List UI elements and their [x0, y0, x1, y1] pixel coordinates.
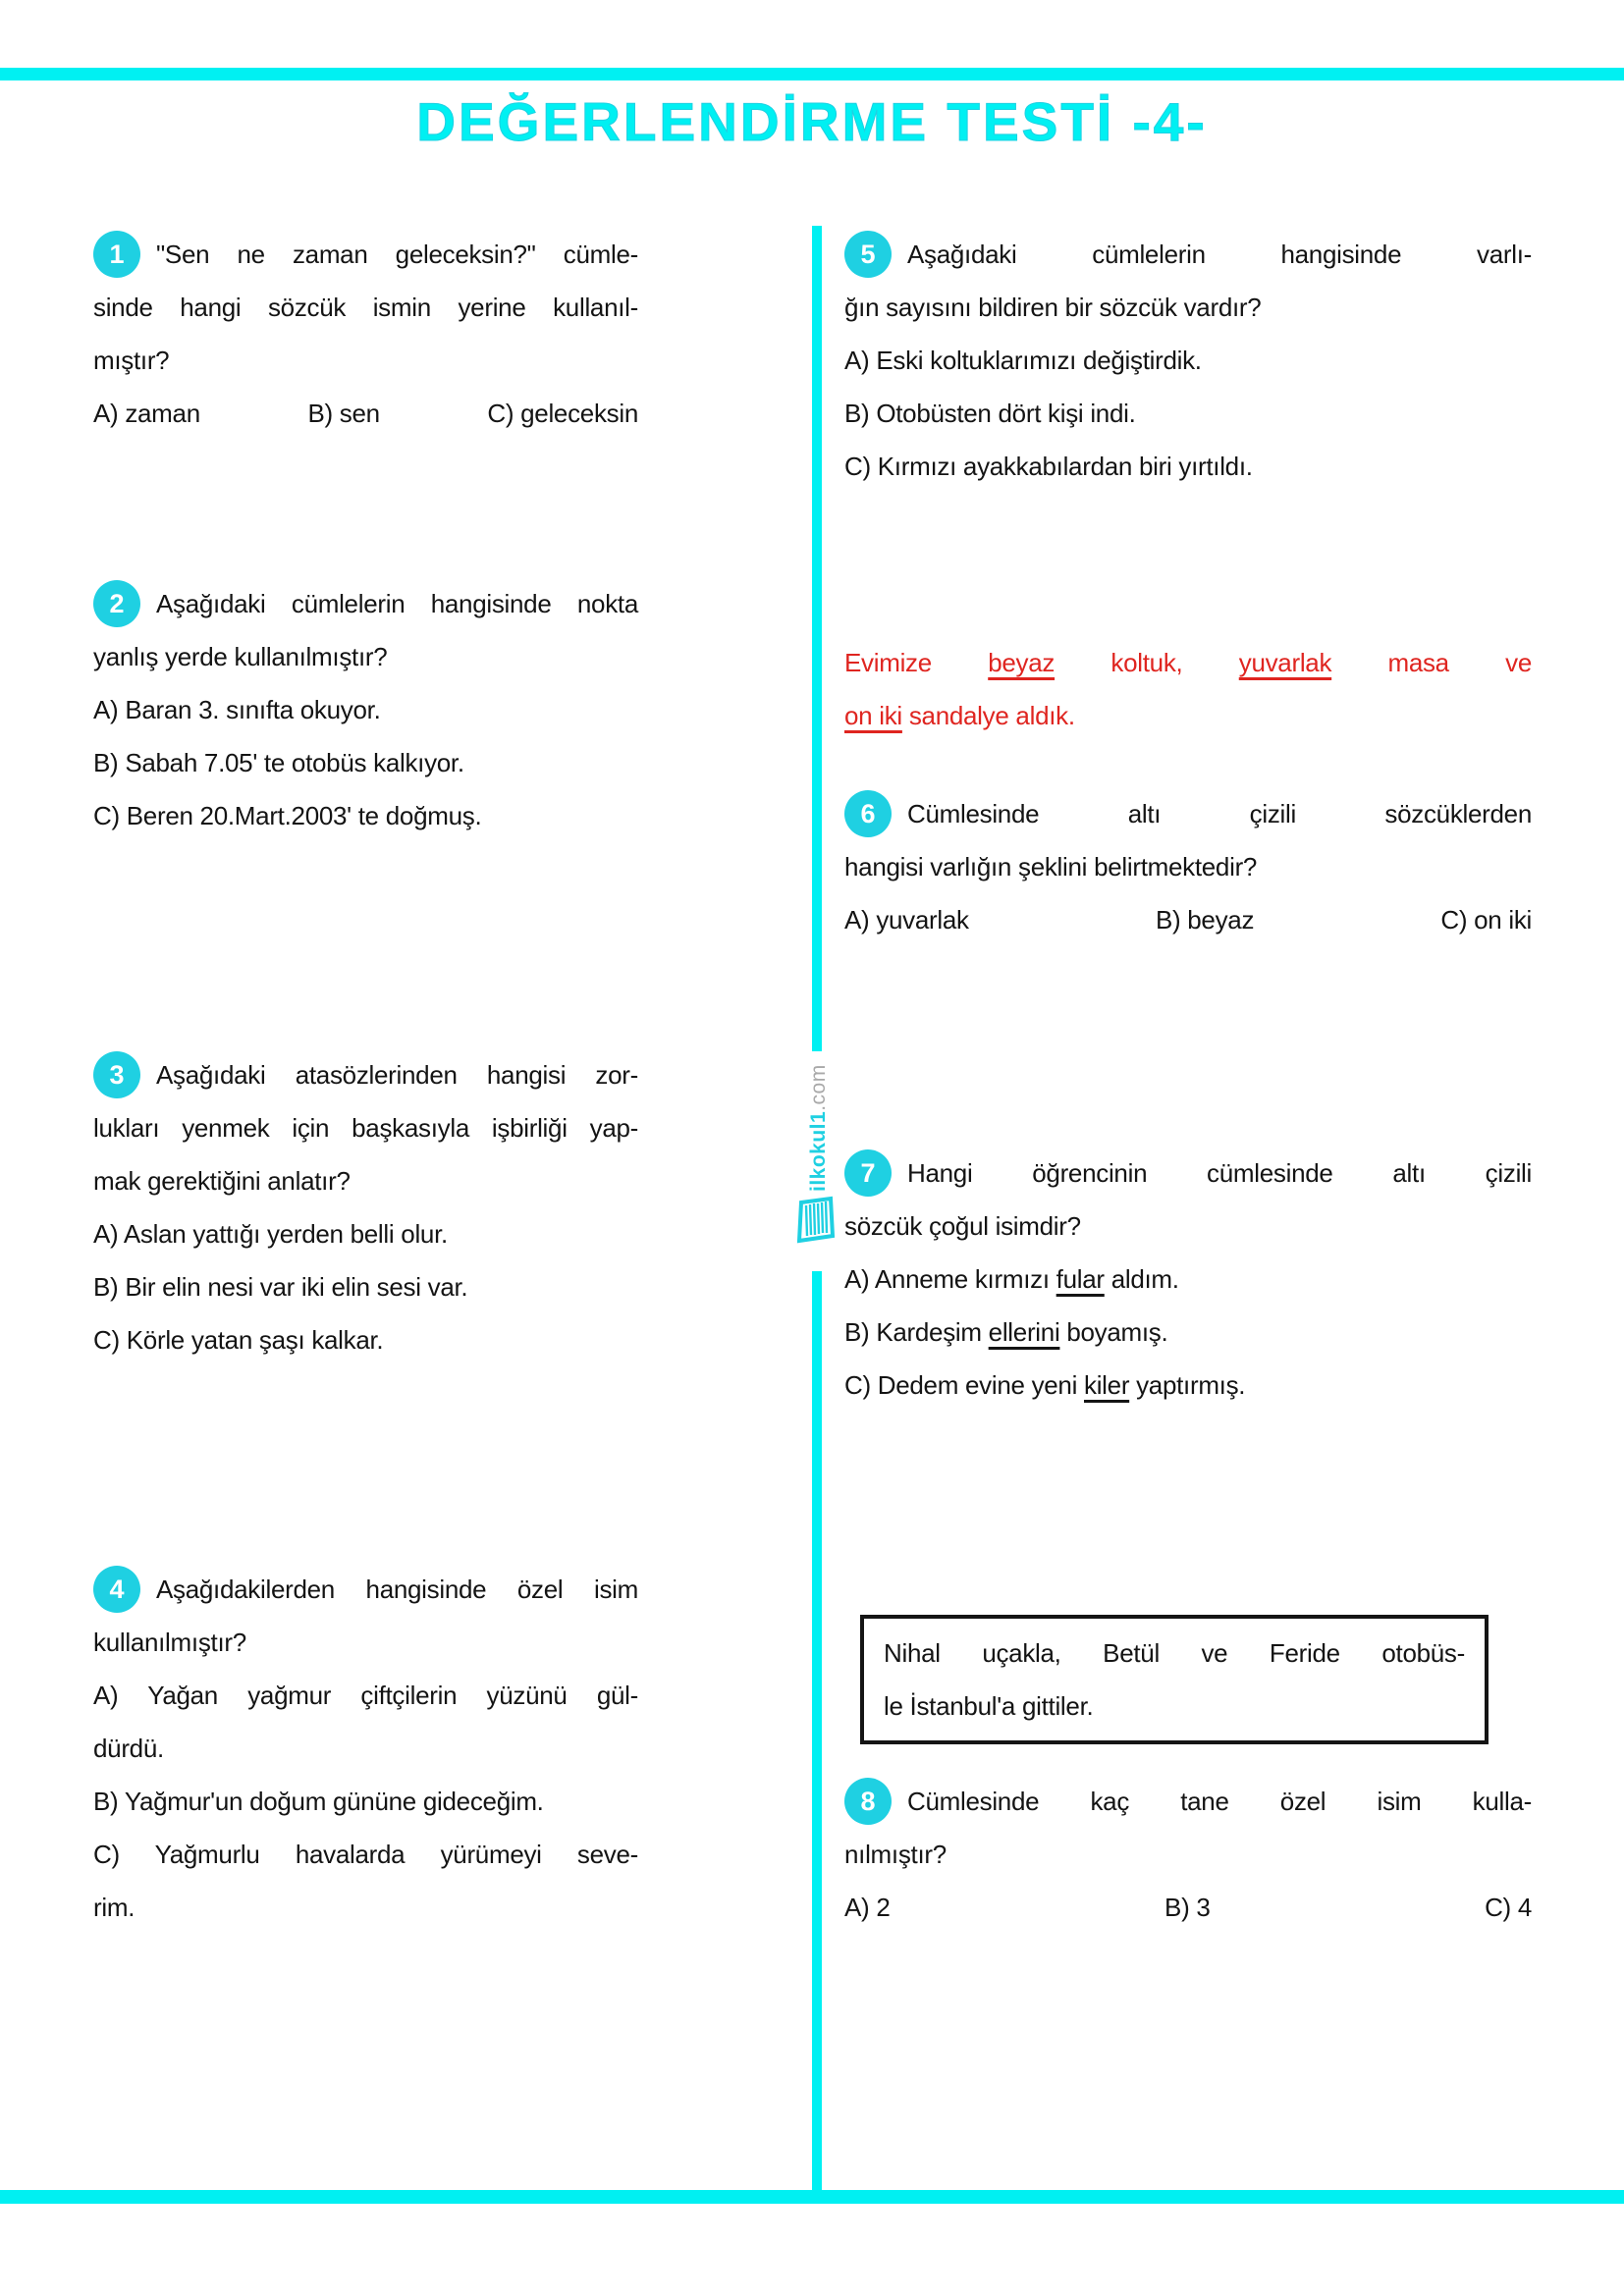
text-run: rim. [93, 1893, 135, 1922]
question-1 [93, 228, 638, 440]
question-4 [93, 1563, 638, 1934]
bottom-border-bar [0, 2190, 1624, 2204]
text-run: boyamış. [1059, 1317, 1168, 1347]
text-run: ğın sayısını bildiren bir sözcük vardır? [844, 293, 1262, 322]
text-run: dürdü. [93, 1734, 164, 1763]
question-first-line [93, 228, 638, 281]
text-line [93, 683, 638, 736]
text-run: Aşağıdakilerden hangisinde özel isim [156, 1575, 638, 1604]
text-line [844, 1306, 1532, 1359]
text-run: masa ve [1331, 648, 1532, 677]
text-line [844, 689, 1532, 742]
text-run: C) Beren 20.Mart.2003' te doğmuş. [93, 801, 482, 830]
text-run: "Sen ne zaman geleceksin?" cümle- [156, 240, 638, 269]
underlined-word: on iki [844, 701, 902, 730]
question-first-line [844, 1775, 1532, 1828]
question-number-badge: 7 [844, 1149, 892, 1197]
text-line [844, 1253, 1532, 1306]
text-line [93, 334, 638, 387]
striped-notebook-icon [793, 1196, 837, 1245]
page-title: DEĞERLENDİRME TESTİ -4- [416, 91, 1208, 152]
question-2 [93, 577, 638, 842]
question-number-badge: 4 [93, 1566, 140, 1613]
question-first-line [93, 1048, 638, 1101]
text-run: B) Otobüsten dört kişi indi. [844, 399, 1136, 428]
text-line [844, 387, 1532, 440]
text-line [844, 1200, 1532, 1253]
text-run: A) Yağan yağmur çiftçilerin yüzünü gül- [93, 1681, 638, 1710]
text-line [93, 1313, 638, 1366]
text-line [93, 1775, 638, 1828]
option-label: B) 3 [1164, 1893, 1211, 1922]
question-number-badge: 1 [93, 231, 140, 278]
watermark [807, 1064, 831, 1192]
text-line [156, 577, 638, 630]
question-number-badge: 8 [844, 1778, 892, 1825]
text-line [156, 1563, 638, 1616]
question-number-badge: 6 [844, 790, 892, 837]
question-number-badge: 5 [844, 231, 892, 278]
text-line [844, 1828, 1532, 1881]
question-first-line [844, 1147, 1532, 1200]
text-run: yanlış yerde kullanılmıştır? [93, 642, 388, 671]
text-line [844, 1359, 1532, 1412]
text-line [884, 1627, 1465, 1680]
text-run: sandalye aldık. [901, 701, 1075, 730]
text-run: B) Yağmur'un doğum gününe gideceğim. [93, 1787, 544, 1816]
question-number-badge: 2 [93, 580, 140, 627]
text-line [844, 334, 1532, 387]
text-run: mıştır? [93, 346, 170, 375]
text-line [93, 1828, 638, 1881]
text-run: A) Eski koltuklarımızı değiştirdik. [844, 346, 1202, 375]
question-first-line [844, 787, 1532, 840]
underlined-word: fular [1056, 1264, 1105, 1294]
option-label: B) beyaz [1155, 905, 1255, 934]
text-run: hangisi varlığın şeklini belirtmektedir? [844, 852, 1258, 881]
option-label: B) sen [307, 399, 380, 428]
text-run: mak gerektiğini anlatır? [93, 1166, 351, 1196]
option-label: C) geleceksin [487, 399, 638, 428]
watermark-domain: .com [807, 1064, 830, 1111]
text-run: nılmıştır? [844, 1840, 947, 1869]
text-line [907, 1775, 1532, 1828]
text-run: kullanılmıştır? [93, 1628, 246, 1657]
text-line [93, 789, 638, 842]
question-first-line [844, 228, 1532, 281]
text-run: B) Bir elin nesi var iki elin sesi var. [93, 1272, 468, 1302]
top-border-bar [0, 68, 1624, 80]
text-run: A) Aslan yattığı yerden belli olur. [93, 1219, 448, 1249]
text-run: Cümlesinde kaç tane özel isim kulla- [907, 1787, 1532, 1816]
options-row [844, 893, 1532, 946]
highlight-sentence [844, 636, 1532, 742]
column-divider-upper [812, 226, 822, 1051]
text-run: sözcük çoğul isimdir? [844, 1211, 1081, 1241]
text-run: le İstanbul'a gittiler. [884, 1691, 1094, 1721]
text-line [93, 1207, 638, 1260]
underlined-word: yuvarlak [1238, 648, 1332, 677]
text-line [156, 228, 638, 281]
text-line [93, 281, 638, 334]
options-row [93, 387, 638, 440]
text-line [907, 1147, 1532, 1200]
text-line [907, 228, 1532, 281]
question-6 [844, 787, 1532, 946]
text-run: aldım. [1104, 1264, 1179, 1294]
text-run: lukları yenmek için başkasıyla işbirliği yap- [93, 1113, 638, 1143]
option-label: C) on iki [1440, 905, 1532, 934]
text-line [93, 1881, 638, 1934]
underlined-word: kiler [1084, 1370, 1130, 1400]
text-run: A) Anneme kırmızı [844, 1264, 1056, 1294]
text-run: Aşağıdaki cümlelerin hangisinde varlı- [907, 240, 1532, 269]
text-run: Hangi öğrencinin cümlesinde altı çizili [907, 1158, 1532, 1188]
text-line [93, 1616, 638, 1669]
text-run: Aşağıdaki atasözlerinden hangisi zor- [156, 1060, 638, 1090]
text-line [93, 630, 638, 683]
options-row [844, 1881, 1532, 1934]
text-run: Nihal uçakla, Betül ve Feride otobüs- [884, 1638, 1465, 1668]
text-line [907, 787, 1532, 840]
text-run: Evimize [844, 648, 989, 677]
text-line [93, 1722, 638, 1775]
text-run: Cümlesinde altı çizili sözcüklerden [907, 799, 1532, 828]
text-run: koltuk, [1055, 648, 1239, 677]
underlined-word: ellerini [988, 1317, 1060, 1347]
question-first-line [93, 577, 638, 630]
option-label: A) yuvarlak [844, 905, 969, 934]
text-line [844, 636, 1532, 689]
option-label: C) 4 [1485, 1893, 1532, 1922]
text-line [93, 736, 638, 789]
text-run: yaptırmış. [1129, 1370, 1246, 1400]
question-number-badge: 3 [93, 1051, 140, 1098]
text-line [844, 440, 1532, 493]
text-run: C) Kırmızı ayakkabılardan biri yırtıldı. [844, 452, 1253, 481]
text-line [844, 840, 1532, 893]
text-line [93, 1101, 638, 1154]
text-run: C) Dedem evine yeni [844, 1370, 1084, 1400]
text-line [93, 1669, 638, 1722]
text-run: Aşağıdaki cümlelerin hangisinde nokta [156, 589, 638, 618]
text-run: C) Yağmurlu havalarda yürümeyi seve- [93, 1840, 638, 1869]
text-run: sinde hangi sözcük ismin yerine kullanıl- [93, 293, 638, 322]
text-run: C) Körle yatan şaşı kalkar. [93, 1325, 384, 1355]
column-divider-lower [812, 1271, 822, 2190]
example-sentence-box [860, 1615, 1489, 1744]
question-first-line [93, 1563, 638, 1616]
text-line [93, 1260, 638, 1313]
underlined-word: beyaz [988, 648, 1056, 677]
text-line [93, 1154, 638, 1207]
watermark-brand: ilkokul1 [807, 1110, 830, 1192]
option-label: A) zaman [93, 399, 200, 428]
text-line [844, 281, 1532, 334]
text-run: B) Kardeşim [844, 1317, 989, 1347]
text-line [884, 1680, 1465, 1733]
text-line [156, 1048, 638, 1101]
text-run: B) Sabah 7.05' te otobüs kalkıyor. [93, 748, 464, 777]
text-run: A) Baran 3. sınıfta okuyor. [93, 695, 381, 724]
question-3 [93, 1048, 638, 1366]
option-label: A) 2 [844, 1893, 891, 1922]
question-7 [844, 1147, 1532, 1412]
question-5 [844, 228, 1532, 493]
question-8 [844, 1775, 1532, 1934]
